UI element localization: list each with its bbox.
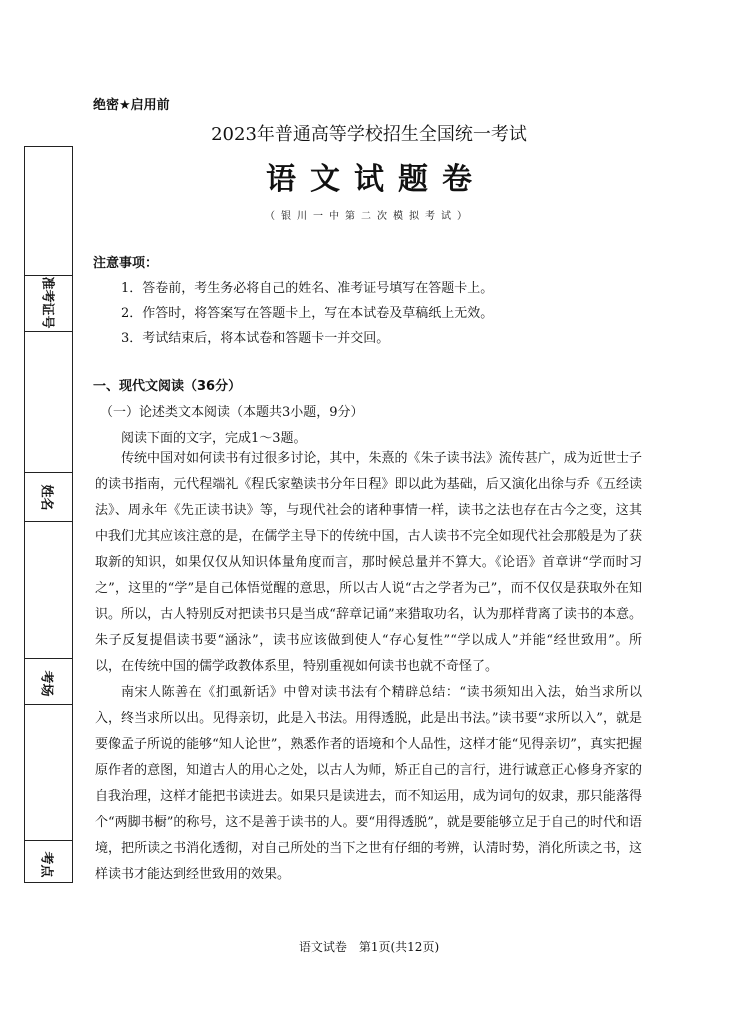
strip-divider <box>25 472 72 473</box>
strip-divider <box>25 704 72 705</box>
strip-divider <box>25 331 72 332</box>
subsection-heading: （一）论述类文本阅读（本题共3小题，9分） <box>100 405 364 420</box>
notice-item: 3．考试结束后，将本试卷和答题卡一并交回。 <box>121 331 390 346</box>
exam-subtitle: （银川一中第二次模拟考试） <box>265 211 473 222</box>
section-heading: 一、现代文阅读（36分） <box>93 379 242 394</box>
strip-label-exam-site: 考点 <box>38 850 54 878</box>
strip-divider <box>25 658 72 659</box>
reading-passage <box>95 446 642 888</box>
binding-strip <box>24 146 73 883</box>
notice-item: 1．答卷前，考生务必将自己的姓名、准考证号填写在答题卡上。 <box>121 281 494 296</box>
passage-paragraph: 传统中国对如何读书有过很多讨论，其中，朱熹的《朱子读书法》流传甚广，成为近世士子的读书指南，元代程端礼《程氏家塾读书分年日程》即以此为基础，后又演化出徐与乔《五经读法》、周永年《先正读书诀》等，与现代社会的诸种事情一样，读书之法也存在古今之变，这其中我们尤其应该注意的是，在儒学主导下的传统中国，古人读书不完全如现代社会那般是为了获取新的知识，如果仅仅从知识体量角度而言，那时候总量并不算大。《论语》首章讲“学而时习之”，这里的“学”是自己体悟觉醒的意思，所以古人说“古之学者为己”，而不仅仅是获取外在知识。所以，古人特别反对把读书只是当成“辞章记诵”来猎取功名，认为那样背离了读书的本意。朱子反复提倡读书要“涵泳”，读书应该做到使人“存心复性”“学以成人”并能“经世致用”。所以，在传统中国的儒学政教体系里，特别重视如何读书也就不奇怪了。 <box>95 451 642 674</box>
strip-divider <box>25 840 72 841</box>
strip-label-exam-room: 考场 <box>38 669 54 697</box>
notice-heading: 注意事项： <box>93 256 159 271</box>
strip-divider <box>25 521 72 522</box>
strip-label-exam-number: 准考证号 <box>39 275 55 329</box>
strip-label-name: 姓名 <box>38 483 54 511</box>
exam-title: 2023年普通高等学校招生全国统一考试 <box>211 124 527 145</box>
secret-mark: 绝密★启用前 <box>93 98 170 113</box>
notice-item: 2．作答时，将答案写在答题卡上，写在本试卷及草稿纸上无效。 <box>121 306 494 321</box>
passage-paragraph: 南宋人陈善在《扪虱新话》中曾对读书法有个精辟总结：“读书须知出入法，始当求所以入，终当求所以出。见得亲切，此是入书法。用得透脱，此是出书法。”读书要“求所以入”，就是要像孟子所说的能够“知人论世”，熟悉作者的语境和个人品性，这样才能“见得亲切”，真实把握原作者的意图，知道古人的用心之处，以古人为师，矫正自己的言行，进行诚意正心修身齐家的自我治理，这样才能把书读进去。如果只是读进去，而不知运用，成为词句的奴隶，那只能落得个“两脚书橱”的称号，这不是善于读书的人。要“用得透脱”，就是要能够立足于自己的时代和语境，把所读之书消化透彻，对自己所处的当下之世有仔细的考辨，认清时势，消化所读之书，这样读书才能达到经世致用的效果。 <box>95 685 642 882</box>
paper-title: 语文试题卷 <box>266 162 486 197</box>
reading-instruction: 阅读下面的文字，完成1～3题。 <box>121 431 307 446</box>
page-footer: 语文试卷 第1页(共12页) <box>298 940 440 954</box>
